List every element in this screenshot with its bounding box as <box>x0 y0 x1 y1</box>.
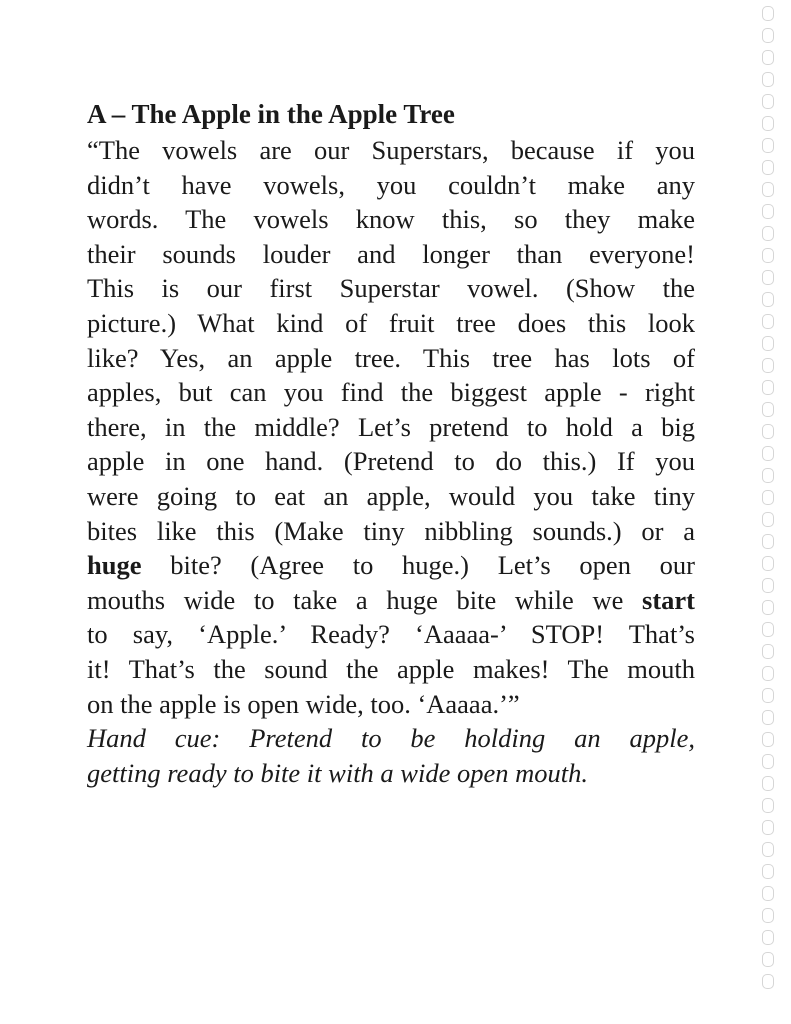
text-line: apples, but can you find the biggest apple - right <box>87 377 695 408</box>
text-fragment: bite? (Agree to huge.) Let’s open our <box>141 550 695 581</box>
binding-hole <box>762 160 774 175</box>
binding-hole <box>762 886 774 901</box>
lesson-text <box>87 95 695 790</box>
binding-hole <box>762 820 774 835</box>
binding-hole <box>762 6 774 21</box>
text-fragment: mouths wide to take a huge bite while we <box>87 584 643 615</box>
text-line-start <box>87 583 695 618</box>
binding-hole <box>762 50 774 65</box>
binding-hole <box>762 600 774 615</box>
binding-hole <box>762 688 774 703</box>
text-line: picture.) What kind of fruit tree does this look <box>87 307 695 338</box>
text-line: This is our first Superstar vowel. (Show the <box>87 273 695 304</box>
binding-hole <box>762 402 774 417</box>
binding-hole <box>762 534 774 549</box>
text-line: on the apple is open wide, too. ‘Aaaaa.’” <box>87 688 520 719</box>
binding-hole <box>762 314 774 329</box>
binding-hole <box>762 424 774 439</box>
binding-hole <box>762 248 774 263</box>
binding-hole <box>762 226 774 241</box>
text-line: were going to eat an apple, would you take tiny <box>87 480 695 511</box>
binding-hole <box>762 864 774 879</box>
binding-hole <box>762 622 774 637</box>
binding-hole <box>762 204 774 219</box>
binding-hole <box>762 732 774 747</box>
binding-hole <box>762 908 774 923</box>
binding-hole <box>762 776 774 791</box>
binding-hole <box>762 336 774 351</box>
binding-hole <box>762 974 774 989</box>
binding-hole <box>762 138 774 153</box>
binding-hole <box>762 952 774 967</box>
text-line-huge <box>87 548 695 583</box>
binding-hole <box>762 710 774 725</box>
text-line: bites like this (Make tiny nibbling sounds.) or a <box>87 515 695 546</box>
binding-hole <box>762 490 774 505</box>
binding-hole <box>762 380 774 395</box>
binding-hole <box>762 512 774 527</box>
binding-hole <box>762 446 774 461</box>
binding-hole <box>762 270 774 285</box>
binding-hole <box>762 578 774 593</box>
binding-hole <box>762 754 774 769</box>
section-heading: A – The Apple in the Apple Tree <box>87 99 455 129</box>
binding-hole <box>762 666 774 681</box>
binding-hole <box>762 72 774 87</box>
binding-hole <box>762 556 774 571</box>
binding-hole <box>762 94 774 109</box>
script-paragraph <box>87 133 695 721</box>
text-line: it! That’s the sound the apple makes! The mouth <box>87 653 695 684</box>
binding-hole <box>762 292 774 307</box>
binding-hole <box>762 930 774 945</box>
binding-hole <box>762 116 774 131</box>
text-line: their sounds louder and longer than everyone! <box>87 238 695 269</box>
hand-cue-note <box>87 721 695 790</box>
text-line: “The vowels are our Superstars, because if you <box>87 135 695 165</box>
text-line: apple in one hand. (Pretend to do this.) If you <box>87 446 695 477</box>
hand-cue-line: getting ready to bite it with a wide open mouth. <box>87 757 588 788</box>
text-line: didn’t have vowels, you couldn’t make any <box>87 169 695 200</box>
binding-hole <box>762 798 774 813</box>
text-line: like? Yes, an apple tree. This tree has lots of <box>87 342 695 373</box>
hand-cue-line: Hand cue: Pretend to be holding an apple, <box>87 723 695 754</box>
text-line: words. The vowels know this, so they make <box>87 204 695 235</box>
binding-hole <box>762 468 774 483</box>
bold-word-huge: huge <box>87 550 142 581</box>
text-line: there, in the middle? Let’s pretend to hold a big <box>87 411 695 442</box>
spiral-binding-holes <box>757 0 779 1024</box>
binding-hole <box>762 842 774 857</box>
binding-hole <box>762 358 774 373</box>
binding-hole <box>762 182 774 197</box>
binding-hole <box>762 28 774 43</box>
bold-word-start: start <box>642 584 695 615</box>
text-line: to say, ‘Apple.’ Ready? ‘Aaaaa-’ STOP! That’s <box>87 619 695 650</box>
binding-hole <box>762 644 774 659</box>
